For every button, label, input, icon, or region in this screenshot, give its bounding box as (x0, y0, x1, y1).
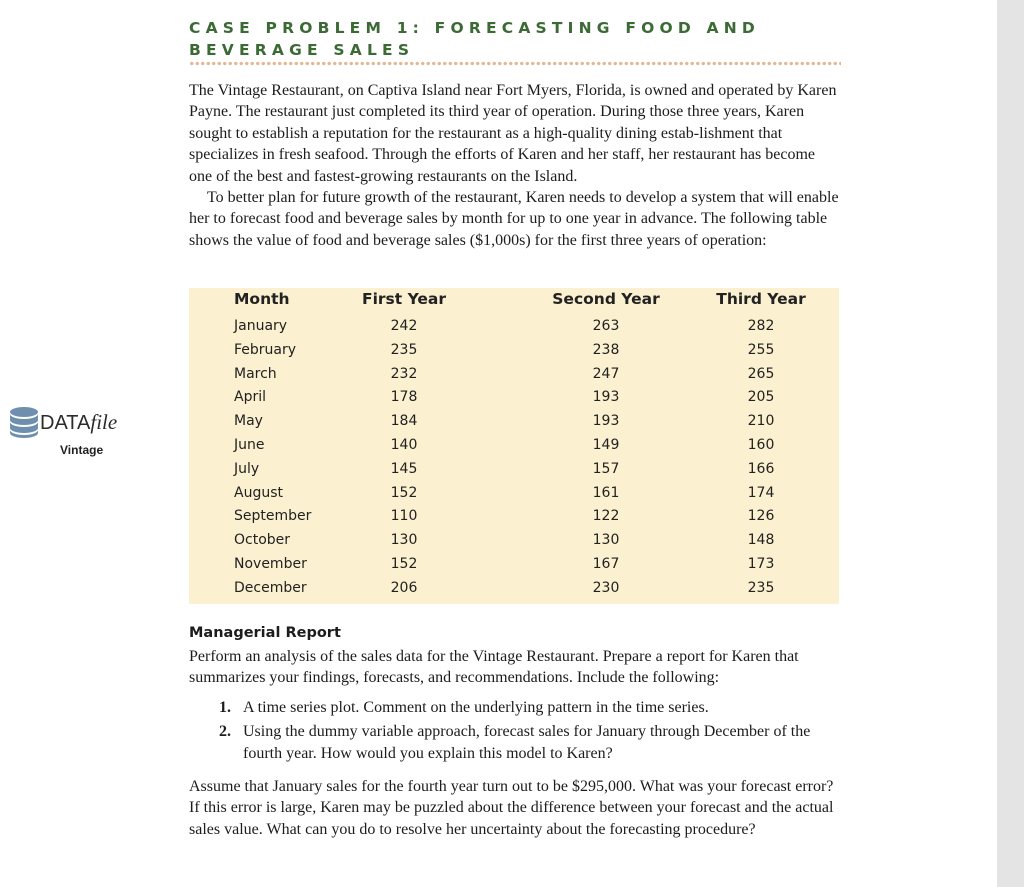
month-cell: May (234, 413, 263, 430)
first-year-cell: 232 (390, 365, 418, 382)
second-year-cell: 161 (592, 484, 620, 501)
second-paragraph: To better plan for future growth of the restaurant, Karen needs to develop a system that will enable her to forecast food and beverage sales by month for up to one year in advance. The following table shows the value of food and beverage sales ($1,000s) for the first three years of operation: (189, 189, 839, 249)
first-year-cell: 242 (390, 318, 418, 334)
month-cell: November (234, 555, 307, 572)
second-year-cell: 230 (592, 579, 620, 596)
second-year-cell: 122 (592, 508, 620, 525)
table-row (189, 556, 839, 580)
dotted-divider (189, 61, 841, 66)
table-body (189, 318, 839, 604)
table-header-row (189, 290, 839, 318)
third-year-cell: 255 (747, 341, 775, 358)
header-second-year: Second Year (552, 290, 660, 308)
header-third-year: Third Year (716, 290, 806, 308)
first-year-cell: 235 (390, 341, 418, 358)
third-year-cell: 160 (747, 436, 775, 453)
table-row (189, 342, 839, 366)
report-item (189, 697, 839, 718)
header-month: Month (234, 290, 290, 308)
datafile-label: DATAfile (40, 410, 118, 434)
month-cell: April (234, 389, 266, 406)
second-year-cell: 167 (592, 555, 620, 572)
table-row (189, 318, 839, 342)
report-intro: Perform an analysis of the sales data for the Vintage Restaurant. Prepare a report for Karen that summarizes your findings, forecasts, and recommendations. Include the following: (189, 648, 799, 687)
item-number: 1. (219, 699, 231, 716)
third-year-cell: 166 (747, 460, 775, 477)
report-title: Managerial Report (189, 625, 341, 641)
database-icon (9, 406, 39, 438)
third-year-cell: 205 (747, 389, 775, 406)
month-cell: October (234, 532, 291, 549)
first-year-cell: 110 (390, 508, 418, 525)
table-row (189, 366, 839, 390)
closing-paragraph: Assume that January sales for the fourth year turn out to be $295,000. What was your forecast error? If this error is large, Karen may be puzzled about the difference between your forecast and the actual sales value. What can you do to resolve her uncertainty about the forecasting procedure? (189, 778, 834, 838)
table-row (189, 485, 839, 509)
month-cell: August (234, 484, 283, 501)
first-year-cell: 140 (390, 436, 418, 453)
month-cell: December (234, 579, 307, 596)
first-year-cell: 178 (390, 389, 418, 406)
third-year-cell: 174 (747, 484, 775, 501)
first-year-cell: 152 (390, 484, 418, 501)
table-row (189, 508, 839, 532)
third-year-cell: 173 (747, 555, 775, 572)
month-cell: January (234, 318, 288, 334)
third-year-cell: 282 (747, 318, 775, 334)
first-year-cell: 152 (390, 555, 418, 572)
second-year-cell: 193 (592, 413, 620, 430)
month-cell: February (234, 341, 297, 358)
third-year-cell: 126 (747, 508, 775, 525)
header-first-year: First Year (362, 290, 446, 308)
table-row (189, 437, 839, 461)
second-year-cell: 263 (592, 318, 620, 334)
intro-paragraph: The Vintage Restaurant, on Captiva Island near Fort Myers, Florida, is owned and operated by Karen Payne. The restaurant just completed its third year of operation. During those three years, Karen sought to establish a reputation for the restaurant as a high-quality dining estab-lishment that specializes in fresh seafood. Through the efforts of Karen and her staff, her restaurant has become one of the best and fastest-growing restaurants on the Island. (189, 82, 837, 185)
month-cell: June (234, 436, 265, 453)
datafile-name: Vintage (60, 443, 104, 457)
table-row (189, 580, 839, 604)
second-year-cell: 247 (592, 365, 620, 382)
table-row (189, 532, 839, 556)
third-year-cell: 265 (747, 365, 775, 382)
table-row (189, 461, 839, 485)
first-year-cell: 206 (390, 579, 418, 596)
month-cell: September (234, 508, 312, 525)
month-cell: July (234, 460, 260, 477)
second-year-cell: 157 (592, 460, 620, 477)
month-cell: March (234, 365, 277, 382)
sales-table (189, 290, 839, 604)
item-text: A time series plot. Comment on the underlying pattern in the time series. (243, 699, 709, 716)
second-year-cell: 130 (592, 532, 620, 549)
first-year-cell: 184 (390, 413, 418, 430)
third-year-cell: 210 (747, 413, 775, 430)
case-problem-heading: CASE PROBLEM 1: FORECASTING FOOD AND BEVERAGE SALES (189, 19, 760, 59)
datafile-marker[interactable] (9, 406, 139, 466)
second-year-cell: 193 (592, 389, 620, 406)
second-year-cell: 238 (592, 341, 620, 358)
item-text: Using the dummy variable approach, forecast sales for January through December of the fourth year. How would you explain this model to Karen? (243, 723, 811, 762)
table-row (189, 389, 839, 413)
scrollbar[interactable] (997, 0, 1024, 887)
report-item (189, 721, 839, 764)
third-year-cell: 235 (747, 579, 775, 596)
first-year-cell: 145 (390, 460, 418, 477)
first-year-cell: 130 (390, 532, 418, 549)
table-row (189, 413, 839, 437)
item-number: 2. (219, 723, 231, 741)
third-year-cell: 148 (747, 532, 775, 549)
second-year-cell: 149 (592, 436, 620, 453)
report-items (189, 697, 839, 767)
